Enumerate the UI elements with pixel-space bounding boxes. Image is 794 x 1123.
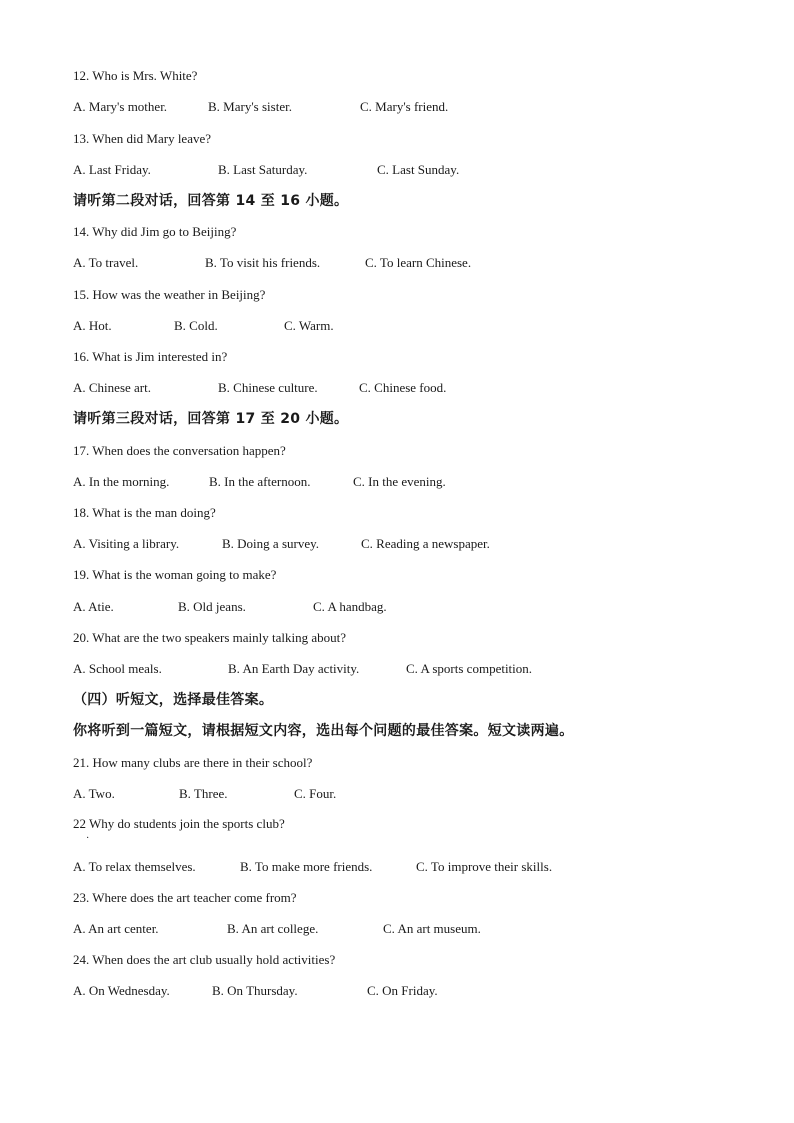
- question-20: 20. What are the two speakers mainly talking about?: [73, 630, 347, 645]
- option-c: C. An art museum.: [383, 921, 481, 936]
- question-18: 18. What is the man doing?: [73, 505, 216, 520]
- option-c: C. On Friday.: [367, 983, 438, 998]
- option-a: A. In the morning.: [73, 474, 170, 489]
- option-c: C. Warm.: [284, 318, 334, 333]
- options-17: [73, 474, 673, 490]
- options-15: [73, 318, 673, 334]
- options-12: [73, 99, 673, 115]
- options-22: [73, 859, 673, 875]
- option-c: C. A handbag.: [313, 599, 387, 614]
- option-b: B. To make more friends.: [240, 859, 373, 874]
- option-b: B. Last Saturday.: [218, 162, 308, 177]
- option-b: B. Cold.: [174, 318, 218, 333]
- option-c: C. To learn Chinese.: [365, 255, 472, 270]
- part2-heading: 请听第二段对话，回答第 14 至 16 小题。: [73, 193, 349, 209]
- question-16: 16. What is Jim interested in?: [73, 349, 228, 364]
- option-c: C. In the evening.: [353, 474, 446, 489]
- question-23: 23. Where does the art teacher come from?: [73, 890, 297, 905]
- options-16: [73, 380, 673, 396]
- option-b: B. Chinese culture.: [218, 380, 318, 395]
- question-13: 13. When did Mary leave?: [73, 131, 212, 146]
- option-b: B. Doing a survey.: [222, 536, 320, 551]
- option-b: B. An Earth Day activity.: [228, 661, 360, 676]
- options-14: [73, 255, 673, 271]
- option-a: A. Mary's mother.: [73, 99, 168, 114]
- options-13: [73, 162, 673, 178]
- option-c: C. Last Sunday.: [377, 162, 460, 177]
- section4-title: （四）听短文，选择最佳答案。: [73, 692, 274, 708]
- option-a: A. To relax themselves.: [73, 859, 196, 874]
- option-a: A. Hot.: [73, 318, 112, 333]
- option-b: B. To visit his friends.: [205, 255, 321, 270]
- option-a: A. On Wednesday.: [73, 983, 170, 998]
- option-b: B. On Thursday.: [212, 983, 298, 998]
- option-a: A. Chinese art.: [73, 380, 151, 395]
- option-b: B. In the afternoon.: [209, 474, 311, 489]
- option-b: B. Mary's sister.: [208, 99, 292, 114]
- option-c: C. Chinese food.: [359, 380, 447, 395]
- question-24: 24. When does the art club usually hold activities?: [73, 952, 336, 967]
- question-21: 21. How many clubs are there in their school?: [73, 755, 313, 770]
- option-a: A. Atie.: [73, 599, 114, 614]
- question-22: 22 Why do students join the sports club?: [73, 816, 285, 831]
- question-14: 14. Why did Jim go to Beijing?: [73, 224, 237, 239]
- option-a: A. Two.: [73, 786, 115, 801]
- option-b: B. An art college.: [227, 921, 319, 936]
- option-c: C. Four.: [294, 786, 337, 801]
- options-20: [73, 661, 673, 677]
- option-c: C. Reading a newspaper.: [361, 536, 490, 551]
- options-21: [73, 786, 673, 802]
- question-19: 19. What is the woman going to make?: [73, 567, 277, 582]
- options-19: [73, 599, 673, 615]
- option-c: C. To improve their skills.: [416, 859, 553, 874]
- option-a: A. An art center.: [73, 921, 159, 936]
- options-18: [73, 536, 673, 552]
- question-12: 12. Who is Mrs. White?: [73, 68, 198, 83]
- stray-mark: ·: [86, 833, 90, 844]
- option-a: A. To travel.: [73, 255, 139, 270]
- option-c: C. A sports competition.: [406, 661, 533, 676]
- option-b: B. Old jeans.: [178, 599, 246, 614]
- option-a: A. Last Friday.: [73, 162, 151, 177]
- option-a: A. Visiting a library.: [73, 536, 180, 551]
- option-c: C. Mary's friend.: [360, 99, 449, 114]
- option-a: A. School meals.: [73, 661, 162, 676]
- question-15: 15. How was the weather in Beijing?: [73, 287, 266, 302]
- section4-instruction: 你将听到一篇短文，请根据短文内容，选出每个问题的最佳答案。短文读两遍。: [73, 723, 574, 739]
- option-b: B. Three.: [179, 786, 228, 801]
- options-24: [73, 983, 673, 999]
- question-17: 17. When does the conversation happen?: [73, 443, 286, 458]
- options-23: [73, 921, 673, 937]
- part3-heading: 请听第三段对话，回答第 17 至 20 小题。: [73, 411, 349, 427]
